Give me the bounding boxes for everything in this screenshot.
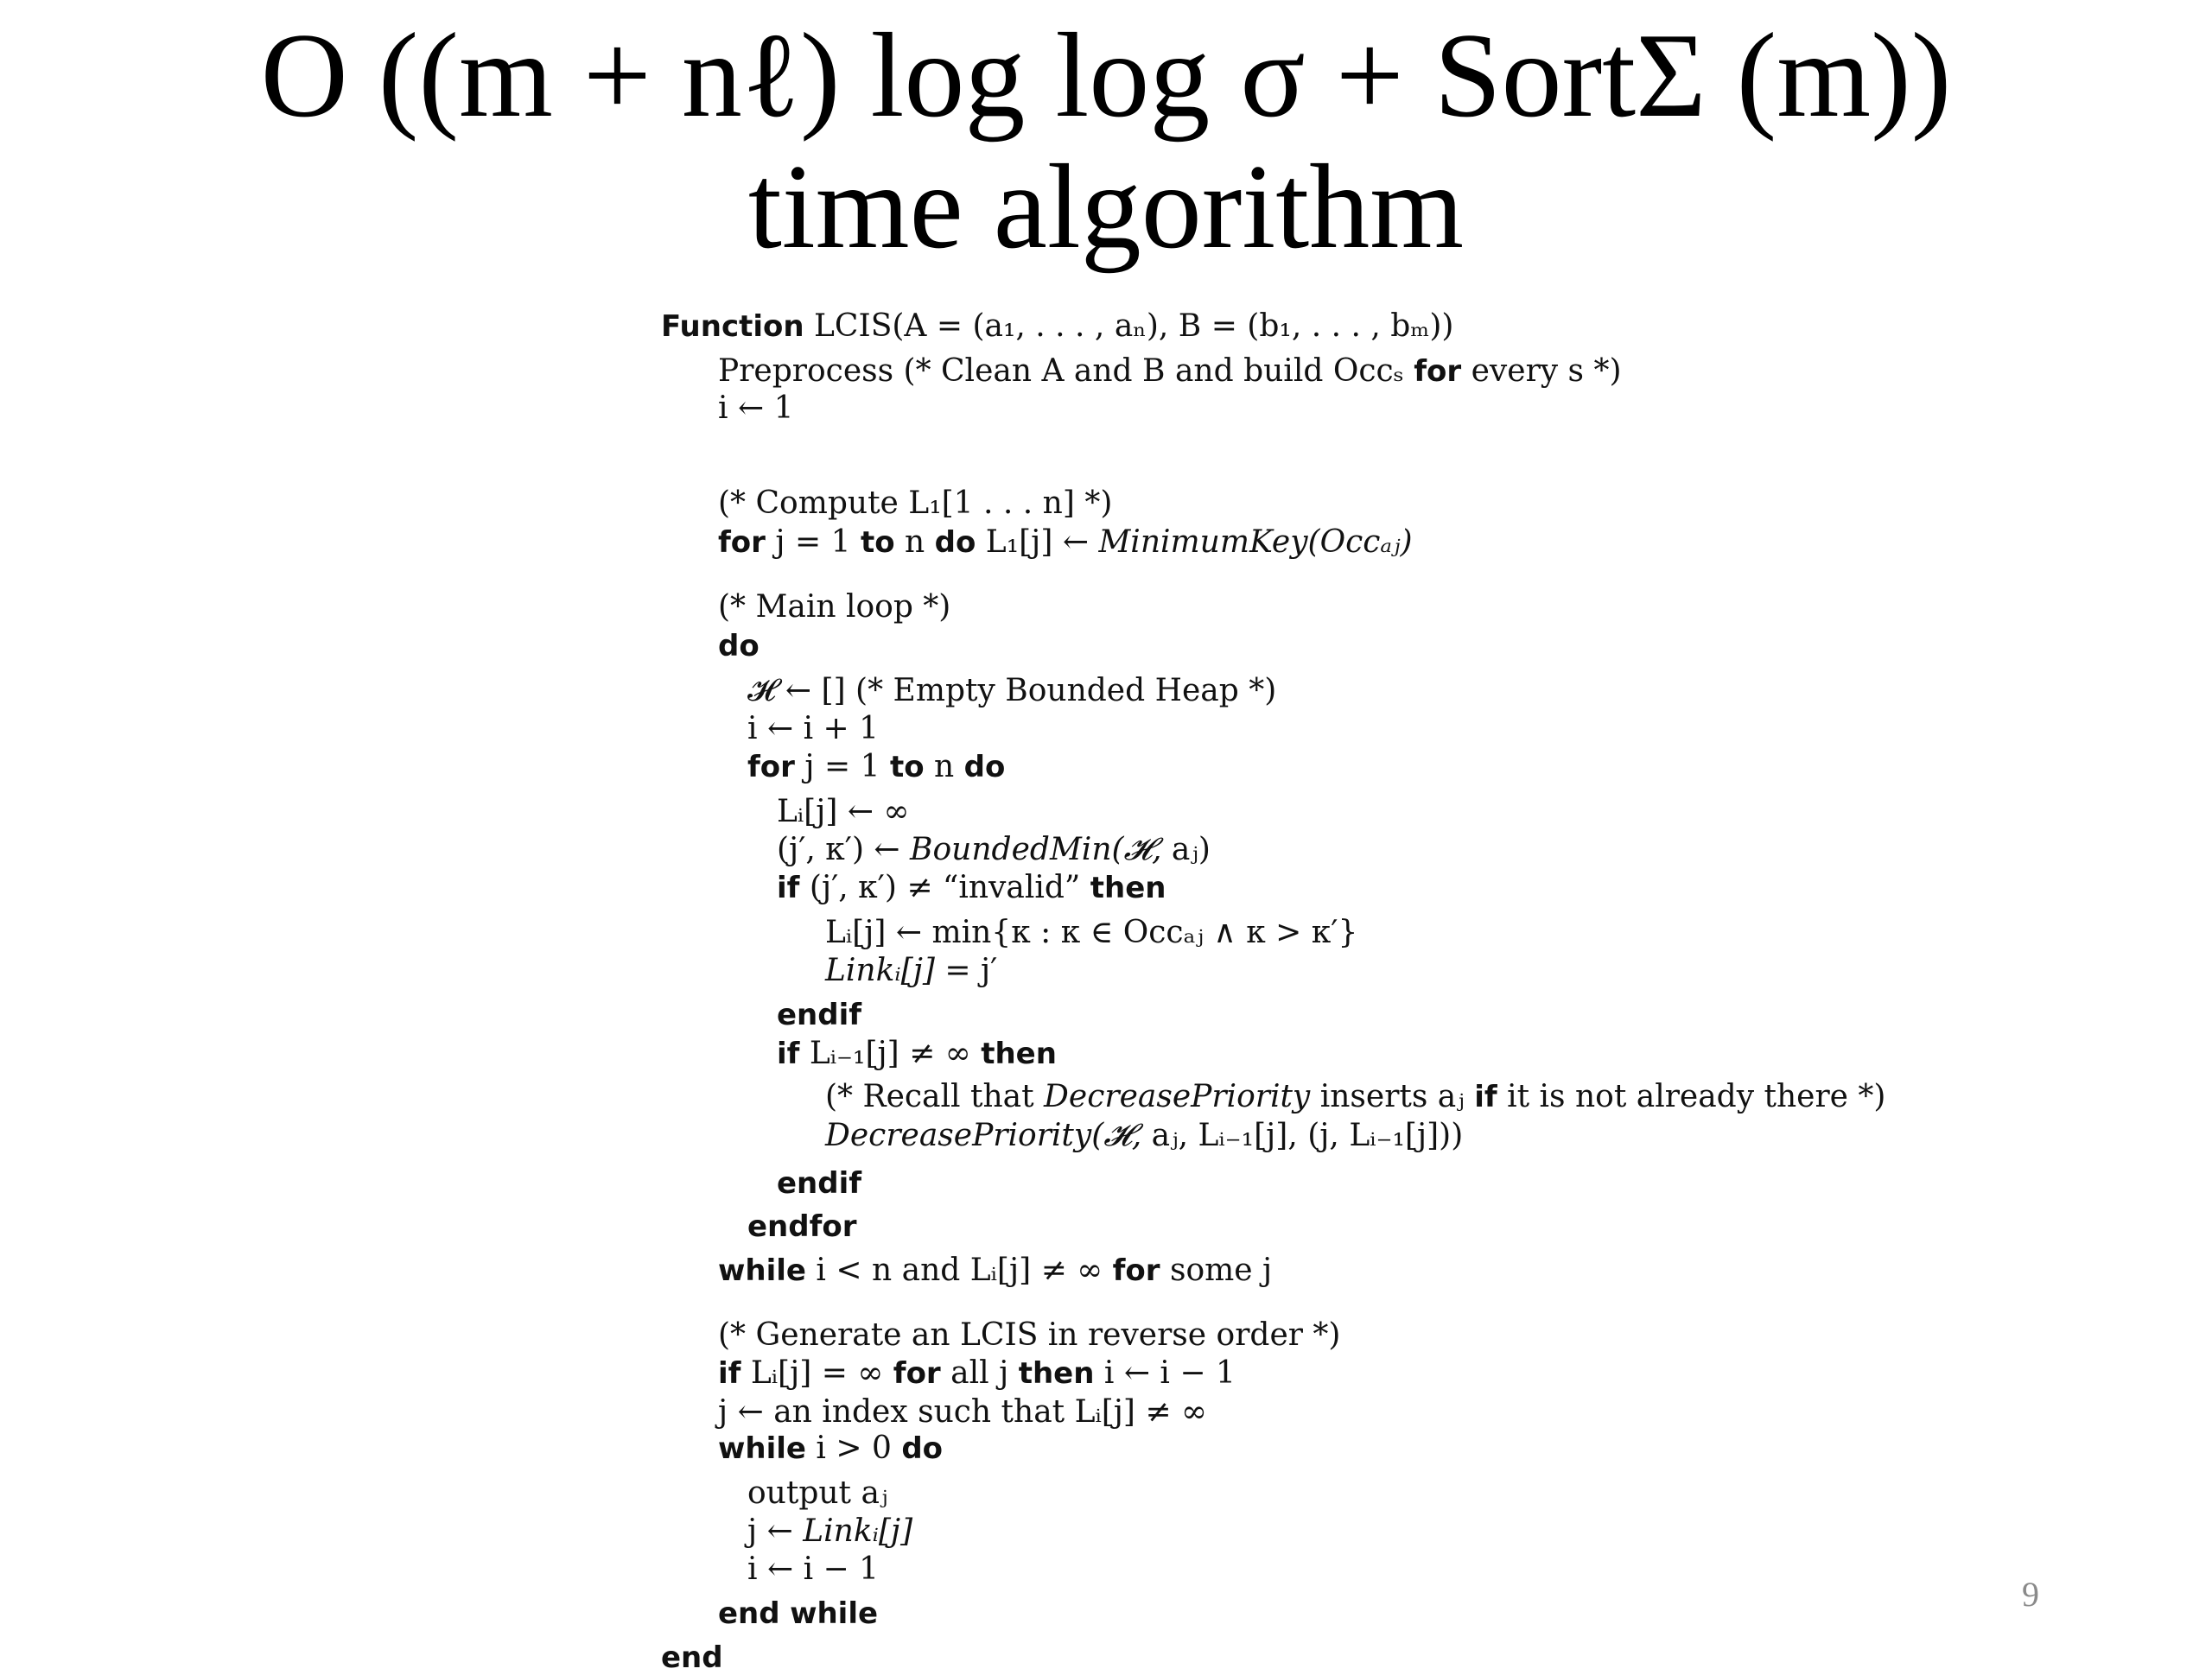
code-line: do bbox=[718, 629, 760, 663]
code-line: for j = 1 to n do bbox=[747, 749, 1006, 784]
slide-title-line-1: O ((m + nℓ) log log σ + SortΣ (m)) bbox=[260, 9, 1952, 143]
code-line: DecreasePriority(𝓗, aⱼ, Lᵢ₋₁[j], (j, Lᵢ₋₁[j])) bbox=[825, 1118, 1464, 1153]
code-line: if (j′, κ′) ≠ “invalid” then bbox=[777, 870, 1166, 905]
code-line: i ← 1 bbox=[718, 390, 794, 426]
slide-title-line-2: time algorithm bbox=[747, 140, 1465, 274]
code-line: end bbox=[661, 1640, 723, 1675]
code-line: (* Compute L₁[1 . . . n] *) bbox=[718, 485, 1113, 521]
page-number: 9 bbox=[2022, 1575, 2039, 1614]
code-line: Preprocess (* Clean A and B and build Occₛ for every s *) bbox=[718, 353, 1622, 389]
code-line: end while bbox=[718, 1596, 879, 1631]
code-line: Function LCIS(A = (a₁, . . . , aₙ), B = (b₁, . . . , bₘ)) bbox=[661, 308, 1454, 344]
code-line: 𝓗 ← [] (* Empty Bounded Heap *) bbox=[747, 673, 1277, 708]
code-line: Lᵢ[j] ← min{κ : κ ∈ Occₐⱼ ∧ κ > κ′} bbox=[825, 915, 1358, 950]
code-line: i ← i + 1 bbox=[747, 711, 880, 746]
code-line: if Lᵢ₋₁[j] ≠ ∞ then bbox=[777, 1036, 1057, 1071]
code-line: while i < n and Lᵢ[j] ≠ ∞ for some j bbox=[718, 1253, 1273, 1288]
code-line: Lᵢ[j] ← ∞ bbox=[777, 794, 910, 829]
code-line: endif bbox=[777, 1166, 862, 1201]
code-line: if Lᵢ[j] = ∞ for all j then i ← i − 1 bbox=[718, 1355, 1236, 1391]
code-line: (j′, κ′) ← BoundedMin(𝓗, aⱼ) bbox=[777, 832, 1211, 867]
code-line: endif bbox=[777, 998, 862, 1032]
code-line: while i > 0 do bbox=[718, 1431, 944, 1466]
code-line: (* Generate an LCIS in reverse order *) bbox=[718, 1317, 1341, 1353]
code-line: j ← Linkᵢ[j] bbox=[747, 1513, 913, 1549]
code-line: endfor bbox=[747, 1209, 857, 1244]
code-line: Linkᵢ[j] = j′ bbox=[825, 953, 998, 988]
code-line: i ← i − 1 bbox=[747, 1551, 880, 1587]
code-line: for j = 1 to n do L₁[j] ← MinimumKey(Occₐⱼ) bbox=[718, 524, 1413, 560]
code-line: output aⱼ bbox=[747, 1475, 888, 1511]
code-line: (* Main loop *) bbox=[718, 589, 951, 625]
code-line: j ← an index such that Lᵢ[j] ≠ ∞ bbox=[718, 1394, 1208, 1430]
code-line: (* Recall that DecreasePriority inserts aⱼ if it is not already there *) bbox=[825, 1079, 1886, 1114]
